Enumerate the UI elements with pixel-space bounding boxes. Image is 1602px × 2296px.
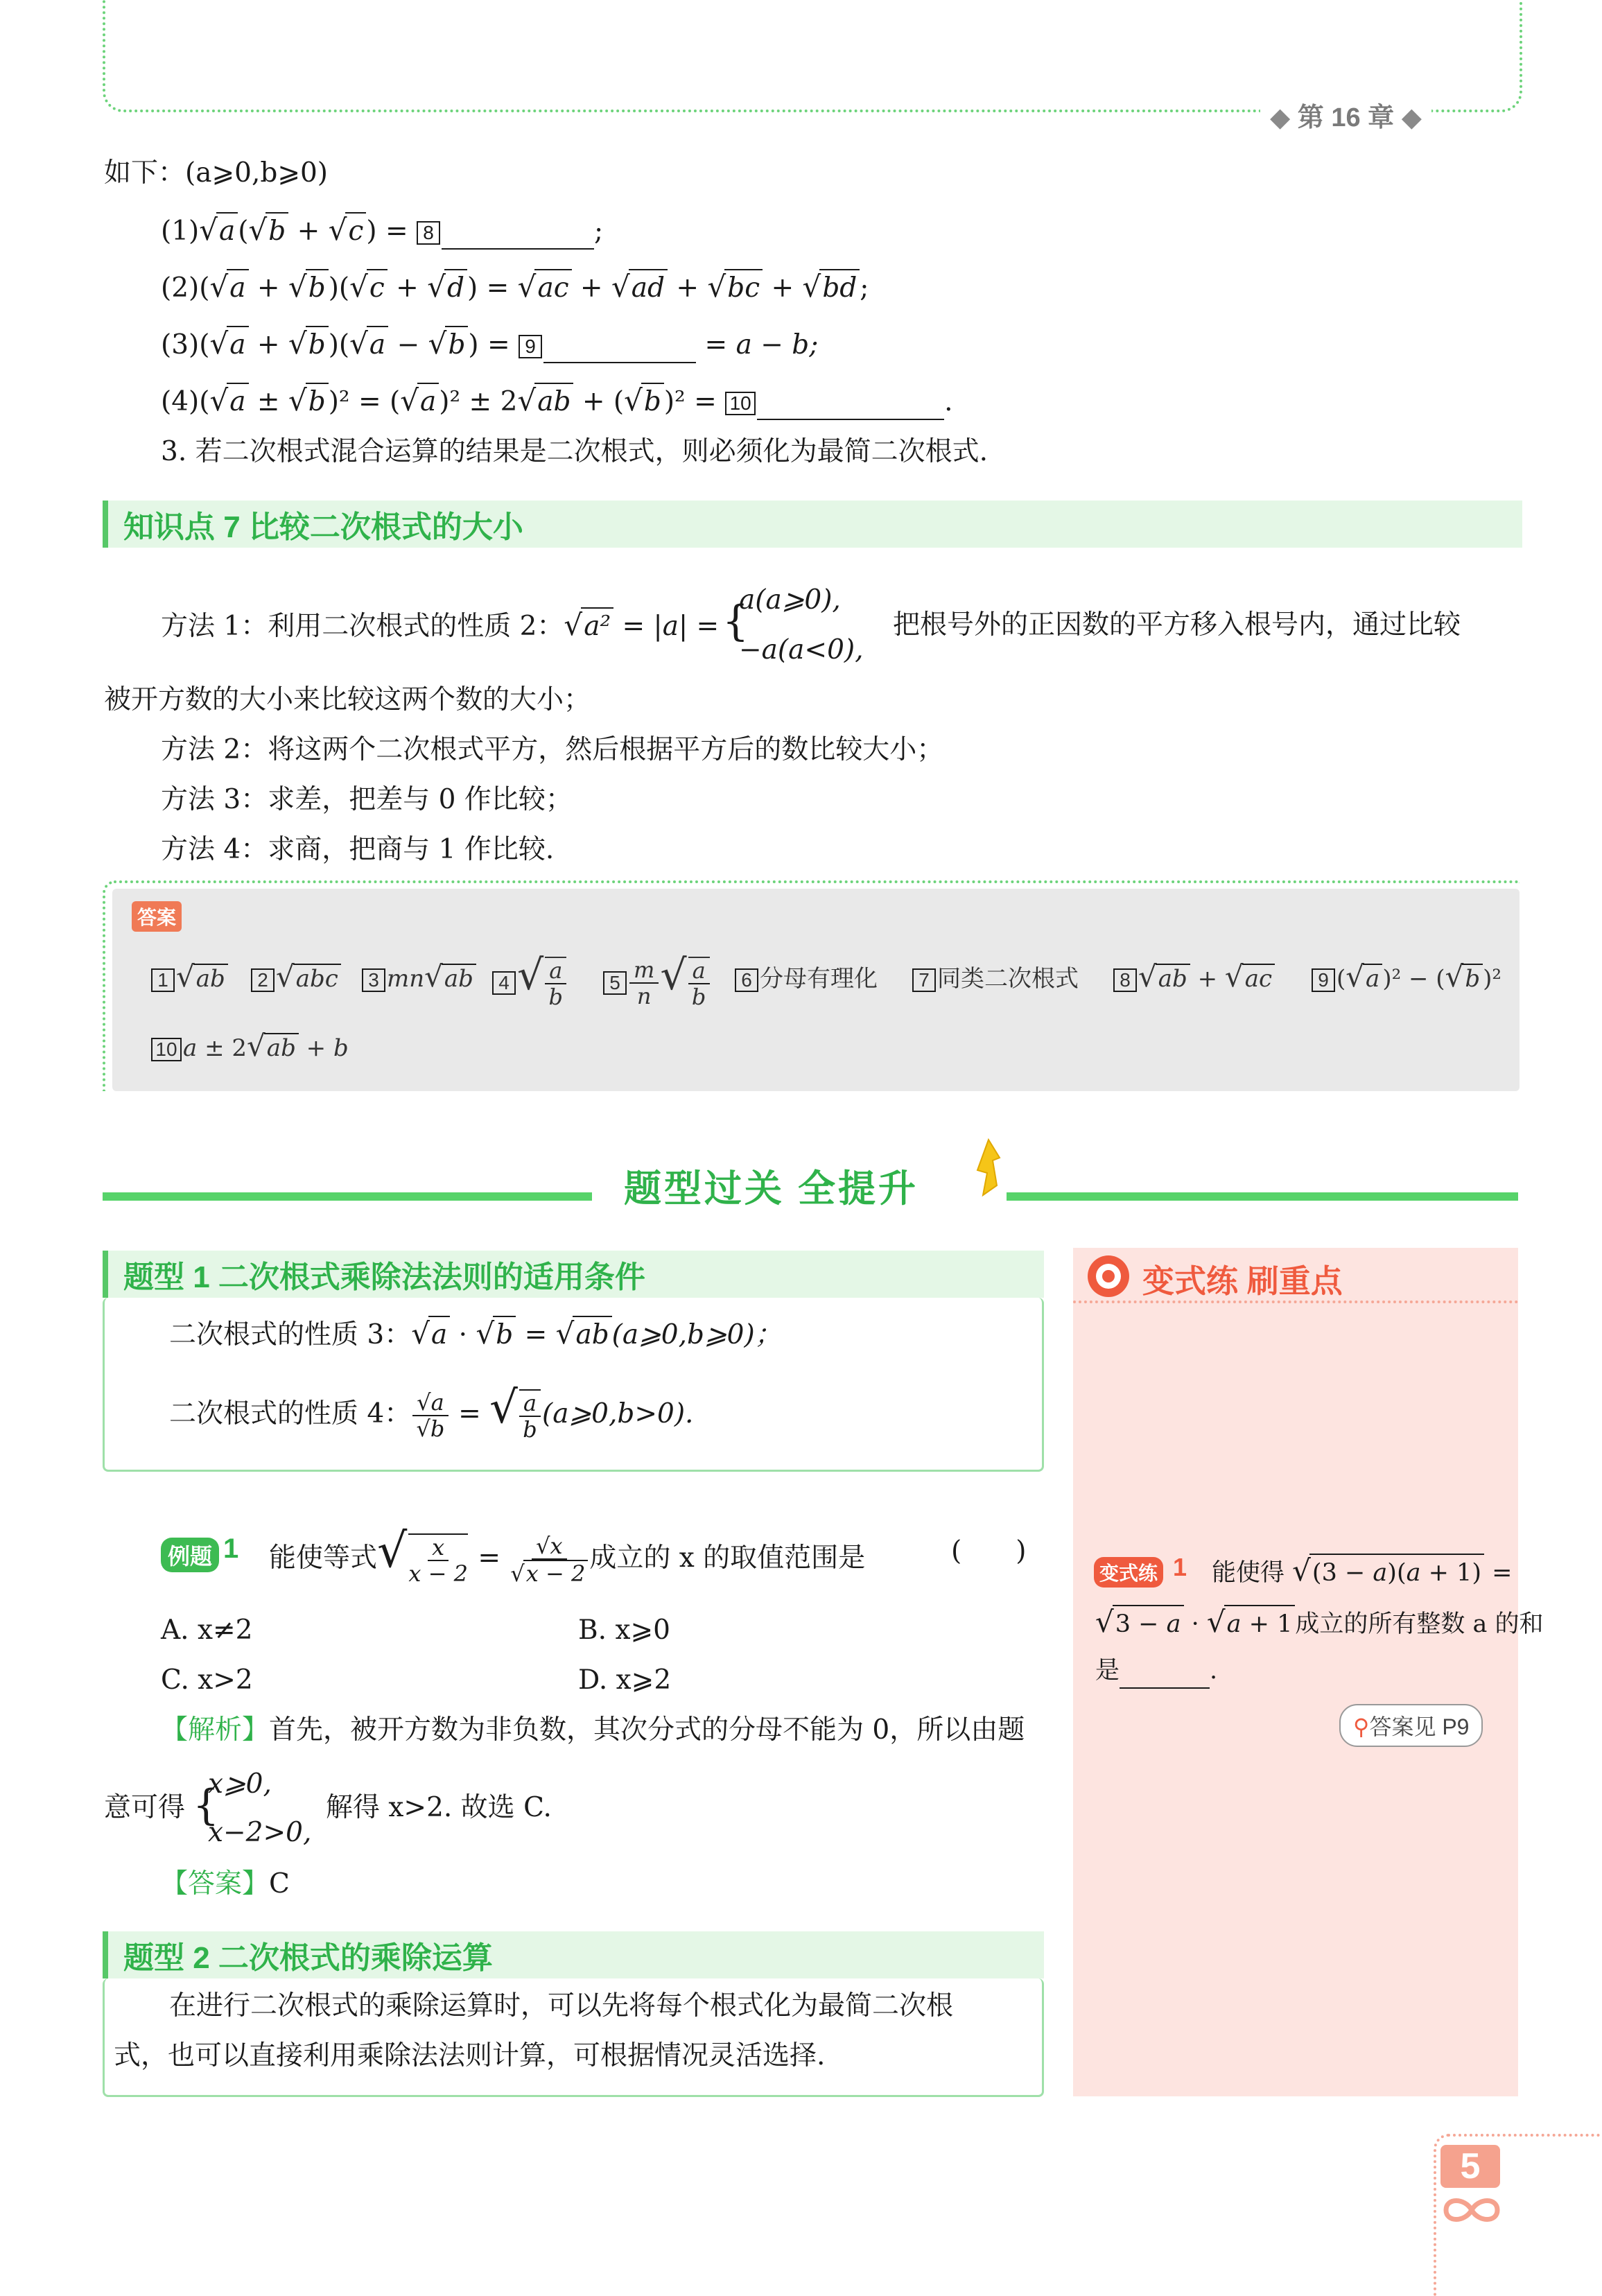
answer-4: 4 √ $\frac{a}{b}$	[492, 951, 568, 1009]
section-heading-type-1: 题型 1 二次根式乘除法法则的适用条件	[103, 1251, 1044, 1298]
system-2: x−2>0,	[208, 1817, 312, 1848]
infinity-icon	[1440, 2195, 1503, 2228]
variant-number: 1	[1173, 1553, 1187, 1581]
method-4: 方法 4：求商，把商与 1 作比较.	[161, 834, 555, 865]
answer-5: 5 $\frac{m}{n}$ √ $\frac{a}{b}$	[603, 951, 711, 1009]
item-2: (2)(√a + √b )(√c + √d ) = √ac + √ad + √bc + √bd ;	[161, 269, 869, 306]
item-4: (4)(√a ± √b )² = (√a )² ± 2√ab + (√b )² = 10 .	[161, 383, 953, 420]
method-2: 方法 2：将这两个二次根式平方，然后根据平方后的数比较大小；	[161, 734, 944, 765]
answer-10: 10 a ± 2√ab + b	[151, 1029, 349, 1063]
option-d: D. x⩾2	[578, 1664, 672, 1696]
chapter-label: ◆ 第 16 章 ◆	[1260, 96, 1431, 134]
answer-6: 6 分母有理化	[735, 959, 878, 993]
variant-tag: 变式练	[1094, 1557, 1163, 1588]
property-4: 二次根式的性质 4： $\frac{√a}{√b}$ = √ $\frac{a}{b}$ (a⩾0,b>0).	[169, 1382, 694, 1443]
system-1: x⩾0,	[208, 1768, 272, 1800]
side-panel-header: 变式练 刷重点	[1073, 1248, 1518, 1303]
method-1-cont: 被开方数的大小来比较这两个数的大小；	[104, 684, 591, 715]
case-1: a(a⩾0),	[739, 584, 841, 616]
property-3: 二次根式的性质 3：√a · √b = √ab (a⩾0,b⩾0)；	[169, 1316, 782, 1353]
point-3: 3. 若二次根式混合运算的结果是二次根式，则必须化为最简二次根式.	[161, 436, 989, 467]
case-2: −a(a<0),	[739, 634, 864, 666]
example-stem: 能使等式√ $\frac{x}{x - 2}$ = $\frac{√x}{√x - 2}$ 成立的 x 的取值范围是	[269, 1524, 866, 1587]
method-1: 方法 1：利用二次根式的性质 2：√a² = |a| =	[161, 607, 719, 645]
answer: 【答案】C	[161, 1868, 290, 1899]
option-c: C. x>2	[161, 1664, 253, 1696]
target-icon	[1086, 1253, 1131, 1302]
answer-2: 2 √abc	[251, 959, 341, 993]
analysis-prefix: 意可得	[104, 1792, 186, 1823]
trophy-icon	[969, 1137, 1008, 1203]
variant-question-3: 是 .	[1095, 1653, 1217, 1689]
banner-line-right	[1007, 1192, 1518, 1201]
variant-question-2: √3 − a · √a + 1 成立的所有整数 a 的和	[1095, 1604, 1544, 1642]
answer-reference[interactable]: ⚲答案见 P9	[1339, 1704, 1483, 1747]
type-2-line-1: 在进行二次根式的乘除运算时，可以先将每个根式化为最简二次根	[169, 1990, 954, 2021]
answers-tag: 答案	[132, 901, 182, 932]
section-heading-knowledge-7: 知识点 7 比较二次根式的大小	[103, 501, 1522, 548]
analysis-conclusion: 解得 x>2. 故选 C.	[326, 1792, 552, 1823]
brace: {	[722, 597, 749, 645]
type-2-line-2: 式，也可以直接利用乘除法法则计算，可根据情况灵活选择.	[114, 2040, 826, 2071]
page-number: 5	[1440, 2145, 1500, 2188]
item-3: (3)(√a + √b )(√a − √b ) = 9 = a − b;	[161, 326, 818, 363]
option-a: A. x≠2	[161, 1615, 253, 1646]
method-3: 方法 3：求差，把差与 0 作比较；	[161, 784, 573, 815]
banner-line-left	[103, 1192, 592, 1201]
answer-3: 3 mn√ab	[362, 959, 476, 993]
system-brace: {	[193, 1781, 220, 1829]
option-b: B. x⩾0	[578, 1615, 670, 1646]
variant-question-1: 能使得 √(3 − a)(a + 1) =	[1212, 1553, 1512, 1591]
answer-7: 7 同类二次根式	[912, 959, 1079, 993]
intro-text: 如下：(a⩾0,b⩾0)	[104, 157, 329, 189]
answer-1: 1 √ab	[151, 959, 228, 993]
banner-title: 题型过关 全提升	[624, 1168, 919, 1210]
answer-8: 8 √ab + √ac	[1113, 959, 1275, 993]
section-heading-type-2: 题型 2 二次根式的乘除运算	[103, 1931, 1044, 1978]
answer-paren: ( )	[951, 1536, 1027, 1567]
method-1-suffix: 把根号外的正因数的平方移入根号内，通过比较	[893, 609, 1461, 641]
analysis: 【解析】首先，被开方数为非负数，其次分式的分母不能为 0，所以由题	[161, 1714, 1025, 1746]
example-tag: 例题	[161, 1538, 219, 1572]
key-icon: ⚲	[1353, 1714, 1370, 1739]
example-number: 1	[223, 1533, 239, 1564]
answer-9: 9 (√a )² − (√b )²	[1312, 959, 1501, 993]
item-1: (1)√a (√b + √c ) = 8 ;	[161, 212, 603, 250]
